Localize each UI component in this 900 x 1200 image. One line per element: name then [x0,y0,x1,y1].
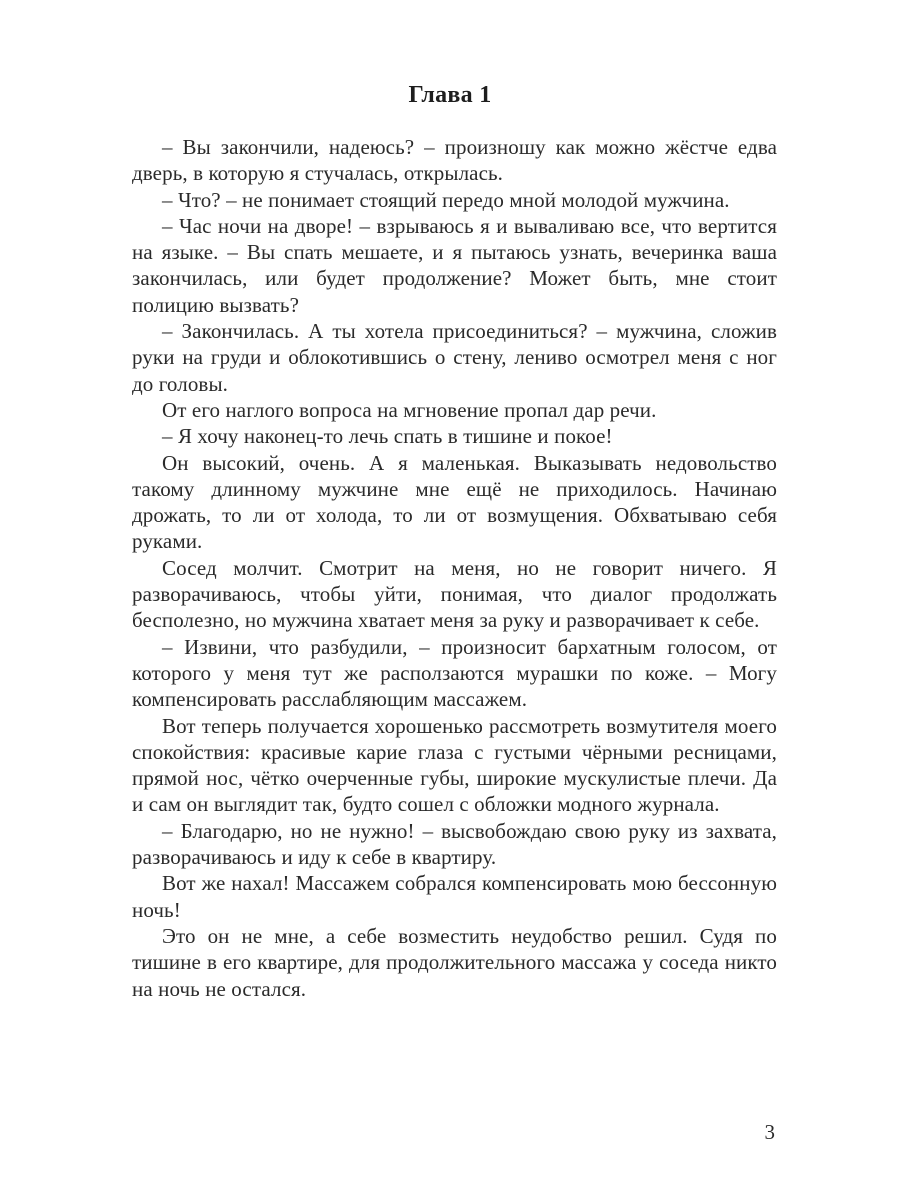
paragraph: Сосед молчит. Смотрит на меня, но не говорит ничего. Я разворачиваюсь, чтобы уйти, понимая, что диалог продолжать бесполезно, но мужчина хватает меня за руку и разворачивает к себе. [132,555,777,633]
paragraph: – Вы закончили, надеюсь? – произношу как можно жёстче едва дверь, в которую я стучалась, открылась. [132,135,777,186]
paragraph: Вот теперь получается хорошенько рассмотреть возмутителя моего спокойствия: красивые карие глаза с густыми чёрными ресницами, прямой нос, чётко очерченные губы, широкие мускулистые плечи. Да и сам он выглядит так, будто сошел с обложки модного журнала. [132,713,777,817]
paragraph: – Час ночи на дворе! – взрываюсь я и вываливаю все, что вертится на языке. – Вы спать мешаете, и я пытаюсь узнать, вечеринка ваша закончилась, или будет продолжение? Может быть, мне стоит полицию вызвать? [132,213,777,317]
paragraph: – Благодарю, но не нужно! – высвобождаю свою руку из захвата, разворачиваюсь и иду к себе в квартиру. [132,818,777,870]
chapter-title: Глава 1 [408,82,492,108]
paragraph: – Я хочу наконец-то лечь спать в тишине и покое! [162,424,613,449]
chapter-body [132,134,777,1002]
paragraph: – Что? – не понимает стоящий передо мной молодой мужчина. [162,187,730,212]
paragraph: Это он не мне, а себе возместить неудобство решил. Судя по тишине в его квартире, для продолжительного массажа у соседа никто на ночь не остался. [132,923,777,1001]
paragraph: От его наглого вопроса на мгновение пропал дар речи. [162,397,657,422]
paragraph: – Закончилась. А ты хотела присоединиться? – мужчина, сложив руки на груди и облокотившись о стену, лениво осмотрел меня с ног до головы. [132,319,777,396]
page-number: 3 [764,1120,775,1144]
paragraph: – Извини, что разбудили, – произносит бархатным голосом, от которого у меня тут же расползаются мурашки по коже. – Могу компенсировать расслабляющим массажем. [132,634,777,712]
paragraph: Он высокий, очень. А я маленькая. Выказывать недовольство такому длинному мужчине мне ещё не приходилось. Начинаю дрожать, то ли от холода, то ли от возмущения. Обхватываю себя руками. [132,450,777,554]
paragraph: Вот же нахал! Массажем собрался компенсировать мою бессонную ночь! [132,871,777,922]
